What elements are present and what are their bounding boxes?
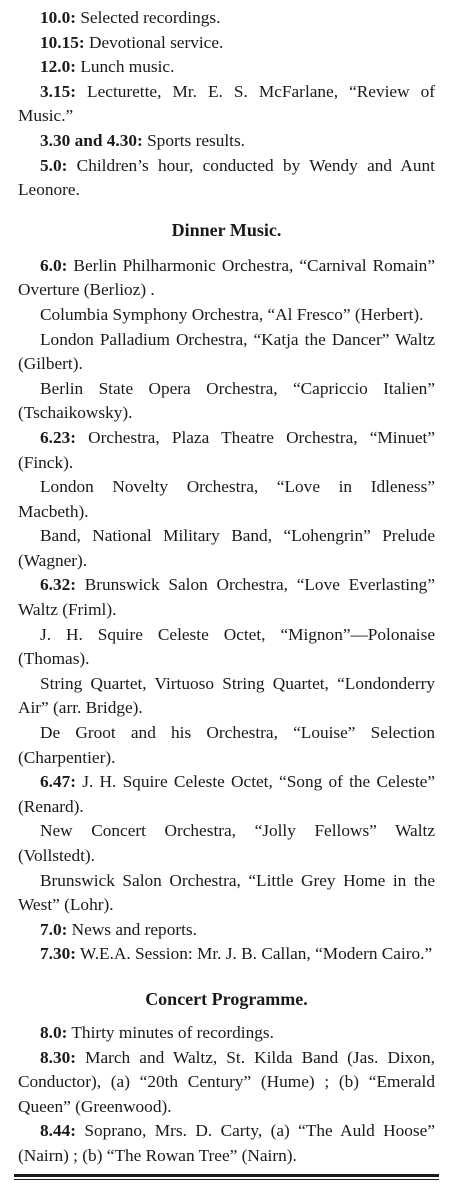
programme-entry	[18, 1046, 435, 1120]
programme-entry	[18, 303, 435, 328]
programme-entry	[18, 55, 435, 80]
programme-entry	[18, 721, 435, 770]
programme-entry	[18, 31, 435, 56]
entry-time: 10.15:	[40, 32, 85, 52]
entry-text: London Novelty Orchestra, “Love in Idleness” Macbeth).	[18, 477, 435, 521]
entry-text: Brunswick Salon Orchestra, “Little Grey Home in the West” (Lohr).	[18, 870, 435, 915]
entry-text: Columbia Symphony Orchestra, “Al Fresco” (Herbert).	[40, 304, 424, 324]
entry-text: London Palladium Orchestra, “Katja the Dancer” Waltz (Gilbert).	[18, 329, 435, 374]
entry-time: 6.23:	[40, 427, 76, 447]
entry-text: String Quartet, Virtuoso String Quartet, “Londonderry Air” (arr. Bridge).	[18, 673, 435, 718]
programme-entry	[18, 328, 435, 377]
programme-entry	[18, 770, 435, 819]
heading-concert-programme: Concert Programme.	[145, 988, 308, 1009]
entry-time: 7.30:	[40, 944, 76, 964]
entry-text: Lecturette, Mr. E. S. McFarlane, “Review of Music.”	[18, 81, 435, 126]
programme-entry	[18, 524, 435, 573]
entry-text: Berlin State Opera Orchestra, “Capriccio Italien” (Tschaikowsky).	[18, 378, 435, 423]
entry-text: News and reports.	[67, 919, 197, 939]
closing-rule	[14, 1174, 439, 1180]
entry-text: Devotional service.	[84, 32, 224, 52]
heading-dinner-music: Dinner Music.	[171, 219, 282, 240]
section-afternoon	[18, 6, 435, 203]
programme-entry	[18, 154, 435, 203]
programme-entry	[18, 819, 435, 868]
entry-text: Brunswick Salon Orchestra, “Love Everlasting” Waltz (Friml).	[18, 575, 435, 620]
entry-time: 3.30 and 4.30:	[40, 130, 143, 150]
programme-entry	[18, 672, 435, 721]
entry-text: Thirty minutes of recordings.	[67, 1022, 274, 1042]
programme-entry	[18, 80, 435, 129]
entry-time: 6.47:	[40, 772, 76, 792]
entry-text: Selected recordings.	[76, 8, 221, 27]
entry-text: De Groot and his Orchestra, “Louise” Selection (Charpentier).	[18, 723, 435, 767]
programme-entry	[18, 1021, 435, 1046]
entry-text: Sports results.	[142, 130, 246, 150]
section-concert-programme	[18, 1021, 435, 1169]
entry-text: J. H. Squire Celeste Octet, “Mignon”—Polonaise (Thomas).	[18, 624, 435, 669]
entry-time: 3.15:	[40, 81, 76, 101]
programme-entry	[18, 426, 435, 475]
section-dinner-music	[18, 254, 435, 967]
entry-time: 5.0:	[40, 155, 68, 175]
programme-entry	[18, 129, 435, 154]
entry-text: New Concert Orchestra, “Jolly Fellows” Waltz (Vollstedt).	[18, 821, 435, 865]
entry-time: 8.30:	[40, 1047, 76, 1067]
programme-entry	[18, 573, 435, 622]
entry-time: 6.32:	[40, 575, 76, 595]
entry-time: 6.0:	[40, 255, 68, 275]
programme-entry	[18, 918, 435, 943]
entry-text: Lunch music.	[76, 57, 175, 77]
programme-entry	[18, 942, 435, 967]
programme-entry	[18, 869, 435, 918]
entry-time: 7.0:	[40, 919, 68, 939]
entry-time: 8.0:	[40, 1022, 68, 1042]
programme-entry	[18, 377, 435, 426]
entry-text: Berlin Philharmonic Orchestra, “Carnival Romain” Overture (Berlioz) .	[18, 255, 435, 300]
entry-text: Children’s hour, conducted by Wendy and Aunt Leonore.	[18, 155, 435, 200]
entry-time: 12.0:	[40, 57, 76, 77]
entry-text: Band, National Military Band, “Lohengrin” Prelude (Wagner).	[18, 526, 435, 570]
programme-entry	[18, 475, 435, 524]
programme-entry	[18, 1119, 435, 1168]
programme-entry	[18, 254, 435, 303]
entry-time: 8.44:	[40, 1121, 76, 1141]
programme-entry	[18, 623, 435, 672]
entry-text: Soprano, Mrs. D. Carty, (a) “The Auld Hoose” (Nairn) ; (b) “The Rowan Tree” (Nairn).	[18, 1121, 435, 1165]
entry-text: W.E.A. Session: Mr. J. B. Callan, “Modern Cairo.”	[76, 944, 433, 964]
programme-entry	[18, 6, 435, 31]
entry-text: J. H. Squire Celeste Octet, “Song of the Celeste” (Renard).	[18, 772, 435, 816]
entry-text: Orchestra, Plaza Theatre Orchestra, “Minuet” (Finck).	[18, 427, 435, 472]
entry-text: March and Waltz, St. Kilda Band (Jas. Dixon, Conductor), (a) “20th Century” (Hume) ; (b) “Emerald Queen” (Greenwood).	[18, 1047, 435, 1116]
entry-time: 10.0:	[40, 8, 76, 27]
